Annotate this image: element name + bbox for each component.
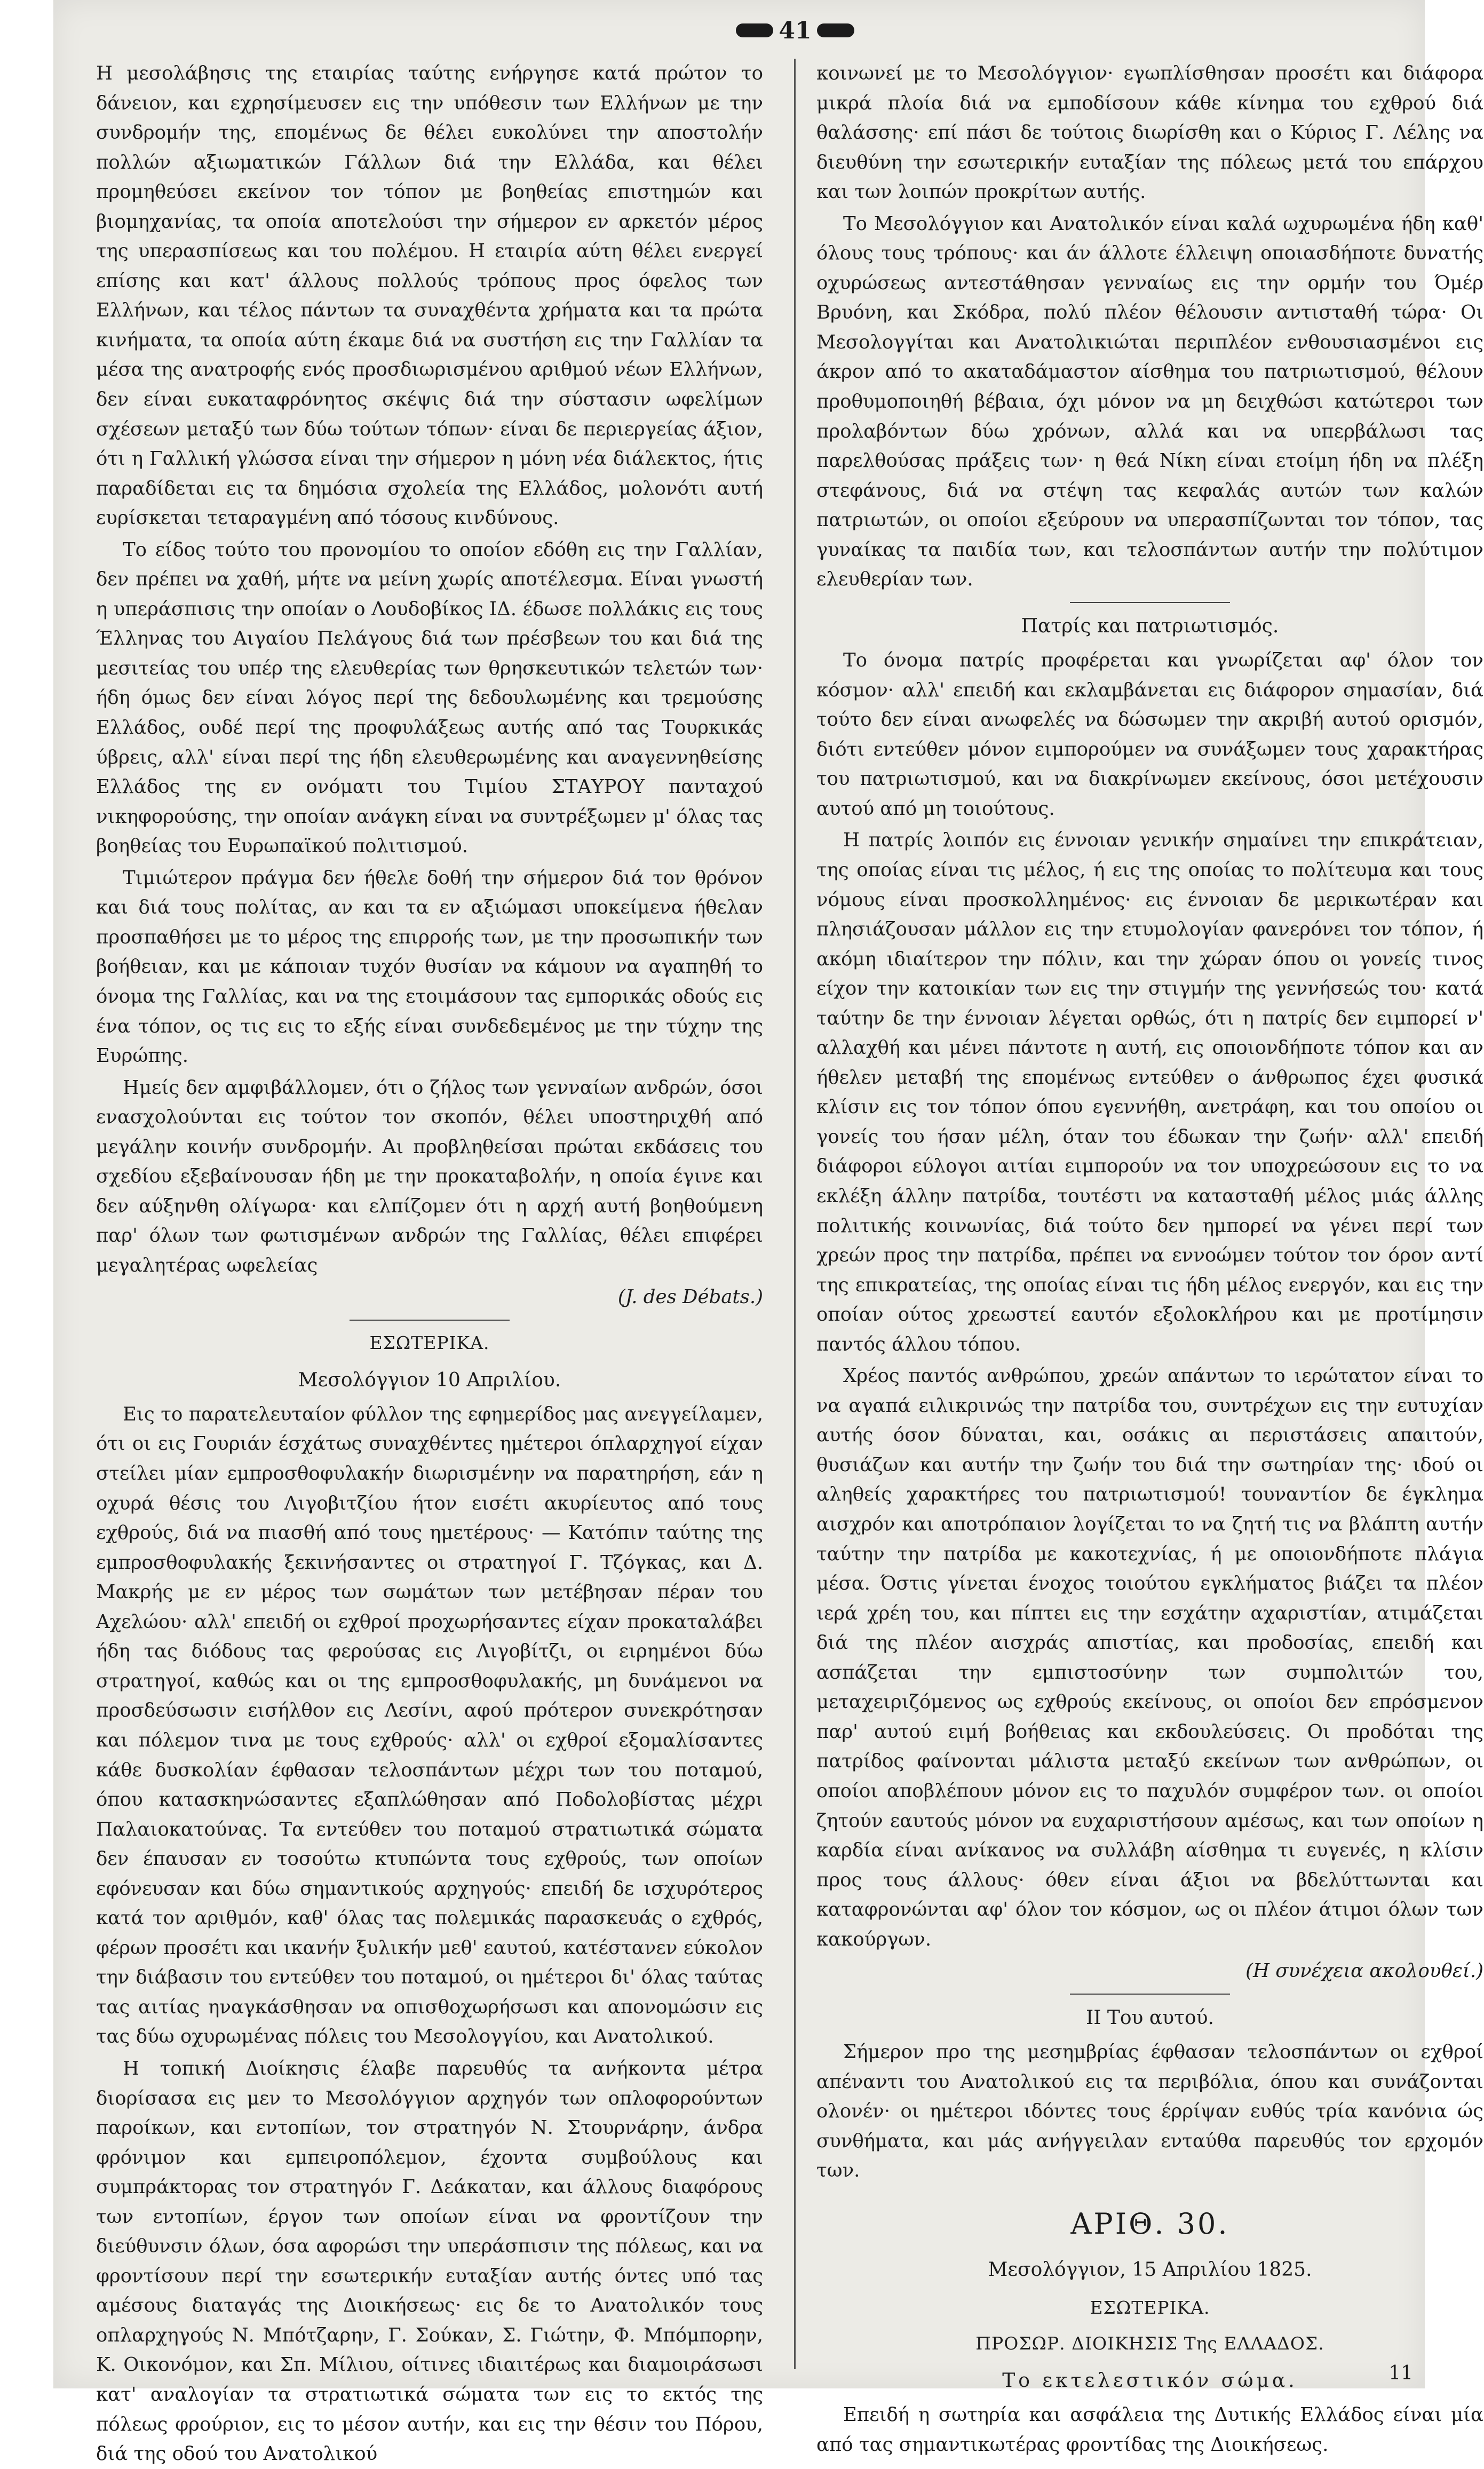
page-number: 41 xyxy=(779,17,812,44)
news-paragraph: Το Μεσολόγγιον και Ανατολικόν είναι καλά ωχυρωμένα ήδη καθ' όλους τους τρόπους· και άν άλλοτε έλλειψη οποιασδήποτε δυνατής οχυρώσεως αντεστάθησαν γενναίως εις την ορμήν του Όμέρ Βρυόνη, και Σκόδρα, πολύ πλέον θέλουσιν αντισταθή τώρα· Οι Μεσολογγίται και Ανατολικιώται περιπλέον ενθουσιασμένοι εις άκρον από το ακαταδάμαστον αίσθημα του πατριωτισμού, θέλουν προθυμοποιηθή βέβαια, όχι μόνον να μη δειχθώσι κατώτεροι των προλαβόντων δύω χρόνων, αλλά και να υπερβάλωσι τας παρελθούσας πράξεις των· η θεά Νίκη είναι ετοίμη ήδη να πλέξη στεφάνους, διά να στέψη τας κεφαλάς αυτών των καλών πατριωτών, οι οποίοι εξεύρουν να υπερασπίζωνται τον τόπον, τας γυναίκας τα παιδία των, και τελοσπάντων αυτήν την πολύτιμον ελευθερίαν των. xyxy=(816,212,1483,591)
ornament-right-icon xyxy=(817,23,854,37)
newspaper-page xyxy=(53,0,1483,2465)
article-paragraph: Τιμιώτερον πράγμα δεν ήθελε δοθή την σήμερον διά τον θρόνον και διά τους πολίτας, αν και τα εν αξιώμασι υποκείμενα ήθελαν προσπαθήσει με το μέρος της επιρροής των, με την προσωπικήν των βοήθειαν, και με κάποιαν τυχόν θυσίαν να κάμουν να αγαπηθή το όνομα της Γαλλίας, και να της ετοιμάσουν τας εμπορικάς οδούς εις ένα τόπον, ος τις εις το εξής είναι συνδεδεμένος με την τύχην της Ευρώπης. xyxy=(96,867,763,1067)
article-source: (J. des Débats.) xyxy=(617,1286,763,1308)
issue-dateline: Μεσολόγγιον, 15 Απριλίου 1825. xyxy=(988,2259,1312,2281)
page-folio xyxy=(726,12,864,49)
domestic-dateline: Μεσολόγγιον 10 Απριλίου. xyxy=(298,1369,561,1391)
section-rule xyxy=(1070,1994,1230,1995)
issue-section: ΕΣΩΤΕΡΙΚΑ. xyxy=(1090,2297,1210,2318)
continuation-note: (Η συνέχεια ακολουθεί.) xyxy=(1245,1960,1483,1982)
issue-number: ΑΡΙΘ. 30. xyxy=(1070,2206,1229,2241)
second-heading: ΙΙ Του αυτού. xyxy=(1085,2006,1214,2029)
news-paragraph: κοινωνεί με το Μεσολόγγιον· εγωπλίσθησαν προσέτι και διάφορα μικρά πλοία διά να εμποδίσουν κάθε κίνημα του εχθρού διά θαλάσσης· επί πάσι δε τούτοις διωρίσθη και ο Κύριος Γ. Λέλης να διευθύνη την εσωτερικήν ευταξίαν της πόλεως μετά του επάρχου και των λοιπών προκρίτων αυτής. xyxy=(816,62,1483,203)
essay-paragraph: Το όνομα πατρίς προφέρεται και γνωρίζεται αφ' όλον τον κόσμον· αλλ' επειδή και εκλαμβάνεται εις διάφορον σημασίαν, διά τούτο δεν είναι ανωφελές να δώσωμεν την ακριβή αυτού ορισμόν, διότι εντεύθεν μόνον ειμπορούμεν να συνάξωμεν τους χαρακτήρας του πατριωτισμού, και να διακρίνωμεν εκείνους, όσοι μετέχουσιν αυτού από μη τοιούτους. xyxy=(816,649,1483,820)
decree-paragraph: Επειδή η σωτηρία και ασφάλεια της Δυτικής Ελλάδος είναι μία από τας σημαντικωτέρας φροντίδας της Διοικήσεως. xyxy=(816,2404,1483,2456)
issue-authority: ΠΡΟΣΩΡ. ΔΙΟΙΚΗΣΙΣ Της ΕΛΛΑΔΟΣ. xyxy=(975,2333,1324,2354)
left-column xyxy=(96,59,763,2465)
article-paragraph: Το είδος τούτο του προνομίου το οποίον εδόθη εις την Γαλλίαν, δεν πρέπει να χαθή, μήτε να μείνη χωρίς αποτέλεσμα. Είναι γνωστή η υπεράσπισις την οποίαν ο Λουδοβίκος ΙΔ. έδωσε πολλάκις εις τους Έλληνας του Αιγαίου Πελάγους διά των πρέσβεων του και διά της μεσιτείας του υπέρ της ελευθερίας των θρησκευτικών τελετών των· ήδη όμως δεν είναι λόγος περί της δεδουλωμένης και τρεμούσης Ελλάδος, ουδέ περί της προφυλάξεως αυτής από τας Τουρκικάς ύβρεις, αλλ' είναι περί της ήδη ελευθερωμένης και αναγεννηθείσης Ελλάδος της εν ονόματι του Τιμίου ΣΤΑΥΡΟΥ πανταχού νικηφορούσης, την οποίαν ανάγκη είναι να συντρέξωμεν μ' όλας τας βοηθείας του Ευρωπαϊκού πολιτισμού. xyxy=(96,538,763,858)
issue-body: Το εκτελεστικόν σώμα. xyxy=(1002,2369,1298,2392)
ornament-left-icon xyxy=(736,23,773,37)
column-divider xyxy=(794,59,796,2369)
signature-mark: 11 xyxy=(1388,2362,1413,2384)
section-rule xyxy=(1070,602,1230,603)
essay-paragraph: Η πατρίς λοιπόν εις έννοιαν γενικήν σημαίνει την επικράτειαν, της οποίας είναι τις μέλος, ή εις της οποίας το πολίτευμα και τους νόμους είναι προσκολλημένος· εις έννοιαν δε μερικωτέραν και πλησιάζουσαν μάλλον εις την ετυμολογίαν φανερόνει τον τόπον, ή ακόμη ιδιαίτερον την πόλιν, και την χώραν όπου οι γονείς τινος είχον την κατοικίαν των εις την στιγμήν της γεννήσεώς του· κατά ταύτην δε την έννοιαν λέγεται ορθώς, ότι η πατρίς δεν ειμπορεί ν' αλλαχθή και μένει πάντοτε η αυτή, εις οποιονδήποτε τόπον και αν ήθελεν μεταβή της επομένως εντεύθεν ο άνθρωπος έχει φυσικά κλίσιν εις τον τόπον όπου εγεννήθη, ανετράφη, και του οποίου οι γονείς του ήσαν μέλη, όταν του έδωκαν την ζωήν· αλλ' επειδή διάφοροι εύλογοι αιτίαι ειμπορούν να τον υποχρεώσουν εις το να εκλέξη άλλην πατρίδα, τουτέστι να κατασταθή μέλος μιάς άλλης πολιτικής κοινωνίας, διά τούτο δεν ημπορεί να γένει περί των χρεών προς την πατρίδα, πρέπει να εννοώμεν τούτον τον όρον αντί της επικρατείας, της οποίας είναι τις ήδη μέλος ενεργόν, και εις την οποίαν ούτος χρεωστεί εαυτόν εξολοκλήρου και με προτίμησιν παντός άλλου τόπου. xyxy=(816,829,1483,1355)
section-rule xyxy=(350,1320,510,1321)
news-paragraph: Η τοπική Διοίκησις έλαβε παρευθύς τα ανήκοντα μέτρα διορίσασα εις μεν το Μεσολόγγιον αρχηγόν των οπλοφορούντων παροίκων, και εντοπίων, τον στρατηγόν Ν. Στουρνάρην, άνδρα φρόνιμον και εμπειροπόλεμον, έχοντα συμβούλους και συμπράκτορας τον στρατηγόν Γ. Δεάκαταν, και άλλους διαφόρους των εντοπίων, έργον των οποίων είναι να φροντίζουν την διεύθυνσιν όλων, όσα αφορώσι την υπεράσπισιν της πόλεως, και να φροντίσουν περί την εσωτερικήν ευταξίαν αυτής όντες υπό τας αμέσους διαταγάς της Διοικήσεως· εις δε το Ανατολικόν τους οπλαρχηγούς Ν. Μπότζαρην, Γ. Σούκαν, Σ. Γιώτην, Φ. Μπόμπορην, Κ. Οικονόμον, και Σπ. Μίλιου, οίτινες ιδιαιτέρως και διαμοιράσωσι κατ' αναλογίαν τα στρατιωτικά σώματα των εις το εκτός της πόλεως φρούριον, εις το μέσον αυτήν, και εις την θέσιν του Πόρου, διά της οδού του Ανατολικού xyxy=(96,2057,763,2465)
news-paragraph: Εις το παρατελευταίον φύλλον της εφημερίδος μας ανεγγείλαμεν, ότι οι εις Γουριάν έσχάτως συναχθέντες ημέτεροι όπλαρχηγοί είχαν στείλει μίαν εμπροσθοφυλακήν διωρισμένην να παρατηρήση, εάν η οχυρά θέσις του Λιγοβιτζίου ήτον εισέτι ακυρίευτος από τους εχθρούς, διά να πιασθή από τους ημετέρους· — Κατόπιν ταύτης της εμπροσθοφυλακής ξεκινήσαντες οι στρατηγοί Γ. Τζόγκας, και Δ. Μακρής με εν μέρος των σωμάτων των μετέβησαν πέραν του Αχελώου· αλλ' επειδή οι εχθροί προχωρήσαντες είχαν προκαταλάβει ήδη τας διόδους τας φερούσας εις Λιγοβίτζι, οι ειρημένοι δύω στρατηγοί, καθώς και οι της εμπροσθοφυλακής, μη δυνάμενοι να προσδεύσωσιν εισήλθον εις Λεσίνι, αφού πρότερον συνεκρότησαν και πόλεμον τινα με τους εχθρούς· αλλ' οι εχθροί εξομαλίσαντες κάθε δυσκολίαν έφθασαν τελοσπάντων μέχρι των του ποταμού, όπου κατασκηνώσαντες εξαπλώθησαν από Ποδολοβίστας μέχρι Παλαιοκατούνας. Τα εντεύθεν του ποταμού στρατιωτικά σώματα δεν έπαυσαν εν τοσούτω κτυπώντα τους εχθρούς, των οποίων εφόνευσαν και δύω σημαντικούς αρχηγούς· επειδή δε ισχυρότερος κατά τον αριθμόν, καθ' όλας τας πολεμικάς παρασκευάς ο εχθρός, φέρων προσέτι και ικανήν ξυλικήν μεθ' εαυτού, κατέστανεν εύκολον την διάβασιν του εντεύθεν του ποταμού, οι ημέτεροι δι' όλας ταύτας τας αιτίας ηναγκάσθησαν να οπισθοχωρήσωσι και απονομώσιν εις τας δύω οχυρωμένας πόλεις του Μεσολογγίου, και Ανατολικού. xyxy=(96,1403,763,2048)
domestic-heading: ΕΣΩΤΕΡΙΚΑ. xyxy=(369,1332,490,1353)
news-paragraph: Σήμερον προ της μεσημβρίας έφθασαν τελοσπάντων οι εχθροί απέναντι του Ανατολικού εις τα περιβόλια, όπου και συνάζονται ολονέν· οι ημέτεροι ιδόντες τους έρρίψαν ευθύς τρία κανόνια ώς συνθήματα, και μάς ανήγγειλαν ενταύθα παρευθύς τον ερχομόν των. xyxy=(816,2041,1483,2182)
article-paragraph: Η μεσολάβησις της εταιρίας ταύτης ενήργησε κατά πρώτον το δάνειον, και εχρησίμευσεν εις την υπόθεσιν των Ελλήνων με την συνδρομήν της, επομένως δε θέλει ευκολύνει την αποστολήν πολλών αξιωματικών Γάλλων διά την Ελλάδα, και θέλει προμηθεύσει εκείνον τον τόπον με βοηθείας επιστημών και βιομηχανίας, τα οποία αποτελούσι την σήμερον εν αρκετόν μέρος της υπερασπίσεως και του πολέμου. Η εταιρία αύτη θέλει ενεργεί επίσης και κατ' άλλους πολλούς τρόπους προς όφελος των Ελλήνων, και τέλος πάντων τα συναχθέντα χρήματα και τα πρώτα κινήματα, τα οποία αύτη έκαμε διά να συστήση εις την Γαλλίαν τα μέσα της ανατροφής ενός προσδιωρισμένου αριθμού νέων Ελλήνων, δεν είναι ευκαταφρόνητος σκέψις διά την σύστασιν ωφελίμων σχέσεων μεταξύ των δύω τούτων τόπων· είναι δε περιεργείας άξιον, ότι η Γαλλική γλώσσα είναι την σήμερον η μόνη νέα διάλεκτος, ήτις παραδίδεται εις τα δημόσια σχολεία της Ελλάδος, μολονότι αυτή ευρίσκεται τεταραγμένη από τόσους κινδύνους. xyxy=(96,62,763,529)
patris-heading: Πατρίς και πατριωτισμός. xyxy=(1021,615,1279,637)
essay-paragraph: Χρέος παντός ανθρώπου, χρεών απάντων το ιερώτατον είναι το να αγαπά ειλικρινώς την πατρίδα του, συντρέχων εις την ευτυχίαν αυτής όσον δύναται, και, οσάκις αι περιστάσεις απαιτούν, θυσιάζων και αυτήν την ζωήν του διά την σωτηρίαν της· ιδού οι αληθείς χαρακτήρες του πατριωτισμού! τουναντίον δε έγκλημα αισχρόν και αποτρόπαιον λογίζεται το να ζητή τις να βλάπτη αυτήν ταύτην την πατρίδα με κακοτεχνίας, ή με οποιονδήποτε πλάγια μέσα. Όστις γίνεται ένοχος τοιούτου εγκλήματος βιάζει τα πλέον ιερά χρέη του, και πίπτει εις την εσχάτην αχαριστίαν, ατιμάζεται διά της πλέον αισχράς απιστίας, και προδοσίας, επειδή και ασπάζεται την εμπιστοσύνην των συμπολιτών του, μεταχειριζόμενος ως εχθρούς εκείνους, οι οποίοι δεν επρόσμενον παρ' αυτού ειμή βοήθειας και εκδουλεύσεις. Οι προδόται της πατρίδος φαίνονται μάλιστα μεταξύ εκείνων των ανθρώπων, οι οποίοι αποβλέπουν μόνον εις το παχυλόν συμφέρον των. οι οποίοι ζητούν εαυτούς μόνον να ευχαριστήσουν αμέσως, και των οποίων η καρδία είναι ανίκανος να συλλάβη αίσθημα τι ευγενές, η κλίσιν προς τους άλλους· όθεν είναι άξιοι να βδελύττωνται και καταφρονώνται αφ' όλον τον κόσμον, ως οι πλέον άτιμοι όλων των κακούργων. xyxy=(816,1365,1483,1950)
article-paragraph: Ημείς δεν αμφιβάλλομεν, ότι ο ζήλος των γενναίων ανδρών, όσοι ενασχολούνται εις τούτον τον σκοπόν, θέλει υποστηριχθή από μεγάλην κοινήν συνδρομήν. Αι προβληθείσαι πρώται εκδάσεις του σχεδίου εξεβαίνουσαν ήδη με την προκαταβολήν, η οποία έγινε και δεν αύξηνθη ολίγωρα· και ελπίζομεν ότι η αρχή αυτή βοηθούμενη παρ' όλων των φωτισμένων ανδρών της Γαλλίας, θέλει επιφέρει μεγαλητέρας ωφελείας xyxy=(96,1076,763,1276)
